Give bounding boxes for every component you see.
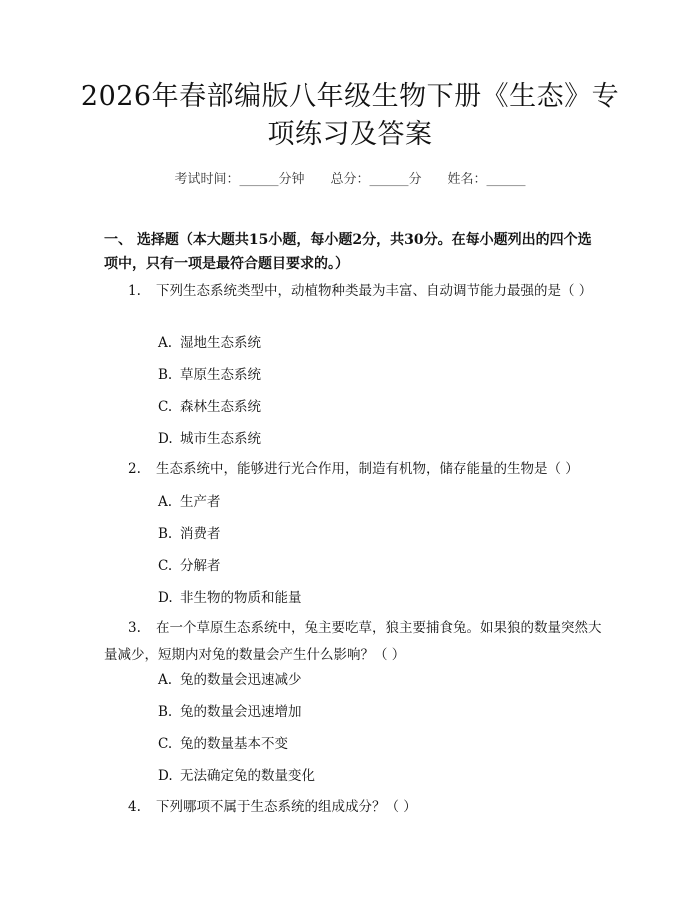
question-number: 2. bbox=[128, 461, 141, 477]
section-heading: 一、 选择题（本大题共15小题，每小题2分，共30分。在每小题列出的四个选项中，只有一项是最符合题目要求的。） bbox=[104, 232, 592, 272]
document-title bbox=[80, 78, 620, 154]
student-name-field: 姓名：______ bbox=[447, 172, 526, 187]
option-1c: C. 森林生态系统 bbox=[158, 399, 261, 415]
question-text: 下列哪项不属于生态系统的组成成分？（ ） bbox=[156, 799, 417, 815]
option-3c: C. 兔的数量基本不变 bbox=[158, 736, 288, 752]
exam-time-field: 考试时间：______分钟 bbox=[174, 172, 305, 187]
option-2c: C. 分解者 bbox=[158, 558, 221, 574]
option-3d: D. 无法确定兔的数量变化 bbox=[158, 768, 315, 784]
exam-meta bbox=[0, 168, 700, 187]
exam-score-field: 总分：______分 bbox=[330, 172, 422, 187]
option-3a: A. 兔的数量会迅速减少 bbox=[158, 672, 302, 688]
option-2a: A. 生产者 bbox=[158, 494, 221, 510]
question-number: 4. bbox=[128, 799, 141, 815]
option-3b: B. 兔的数量会迅速增加 bbox=[158, 704, 302, 720]
question-text: 生态系统中，能够进行光合作用，制造有机物，储存能量的生物是（ ） bbox=[156, 461, 579, 477]
title-line-2: 项练习及答案 bbox=[267, 119, 433, 150]
option-2d: D. 非生物的物质和能量 bbox=[158, 590, 302, 606]
question-2 bbox=[104, 456, 604, 483]
question-1 bbox=[104, 278, 604, 305]
title-line-1: 2026年春部编版八年级生物下册《生态》专 bbox=[80, 81, 620, 112]
question-text: 在一个草原生态系统中，兔主要吃草，狼主要捕食兔。如果狼的数量突然大量减少，短期内对兔的数量会产生什么影响？（ ） bbox=[104, 620, 602, 663]
option-1d: D. 城市生态系统 bbox=[158, 431, 261, 447]
option-1b: B. 草原生态系统 bbox=[158, 367, 261, 383]
question-number: 3. bbox=[128, 620, 141, 636]
option-1a: A. 湿地生态系统 bbox=[158, 335, 261, 351]
option-2b: B. 消费者 bbox=[158, 526, 221, 542]
question-number: 1. bbox=[128, 283, 141, 299]
question-4 bbox=[104, 794, 604, 821]
question-3 bbox=[104, 615, 604, 669]
question-text: 下列生态系统类型中，动植物种类最为丰富、自动调节能力最强的是（ ） bbox=[156, 283, 593, 299]
